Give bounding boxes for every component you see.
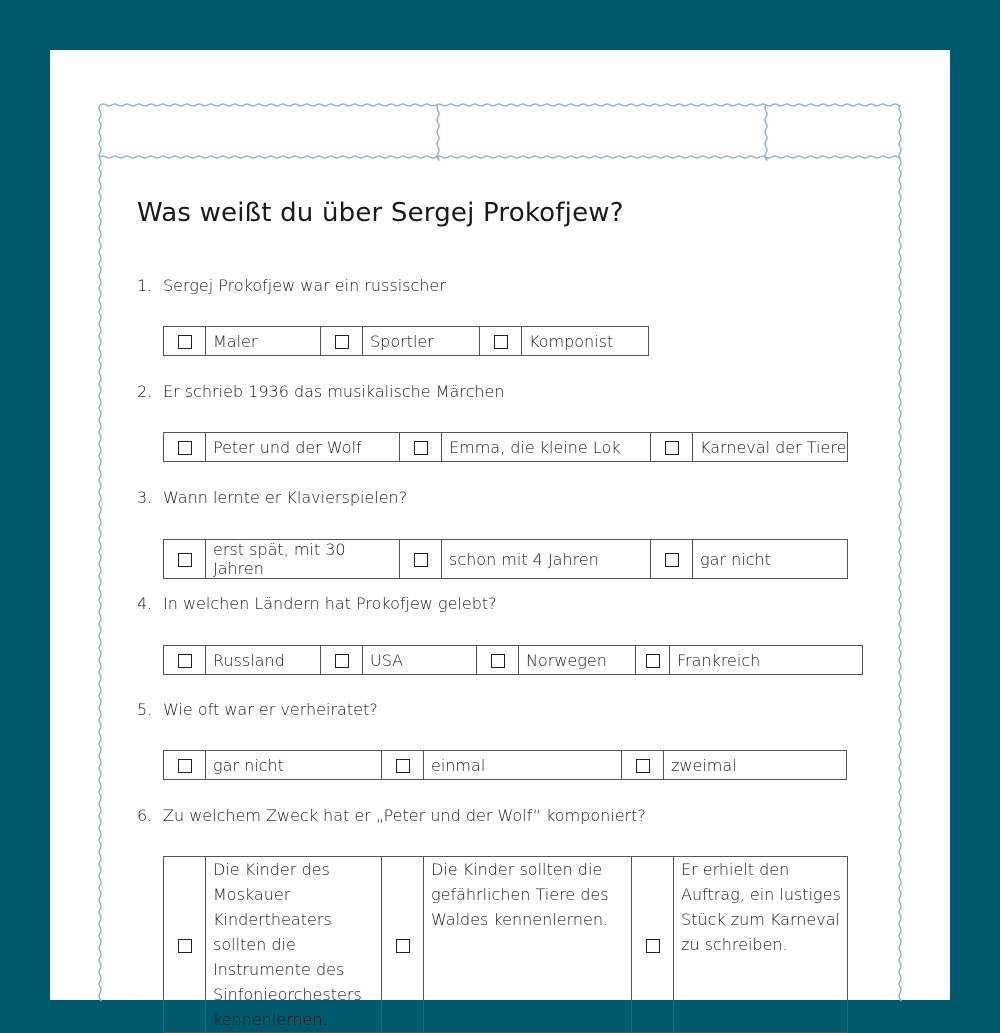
checkbox[interactable] <box>414 553 428 567</box>
checkbox[interactable] <box>665 553 679 567</box>
question-number: 4. <box>137 594 153 613</box>
checkbox[interactable] <box>646 939 660 953</box>
question-5 <box>137 700 378 719</box>
checkbox[interactable] <box>491 654 505 668</box>
option-label: Frankreich <box>670 646 863 675</box>
option-label: Russland <box>206 646 321 675</box>
question-text: Sergej Prokofjew war ein russischer <box>163 276 446 295</box>
option-label: Karneval der Tiere <box>693 433 848 462</box>
option-checkbox-cell[interactable] <box>477 646 519 675</box>
checkbox[interactable] <box>178 939 192 953</box>
question-number: 5. <box>137 700 153 719</box>
option-checkbox-cell[interactable] <box>321 327 363 356</box>
option-checkbox-cell[interactable] <box>622 751 664 780</box>
option-label: USA <box>363 646 477 675</box>
question-text: Zu welchem Zweck hat er „Peter und der Wolf“ komponiert? <box>163 806 646 825</box>
question-number: 3. <box>137 488 153 507</box>
checkbox[interactable] <box>335 654 349 668</box>
option-checkbox-cell[interactable] <box>164 433 206 462</box>
answer-options-2 <box>163 432 848 462</box>
question-text: Er schrieb 1936 das musikalische Märchen <box>163 382 505 401</box>
checkbox[interactable] <box>178 553 192 567</box>
checkbox[interactable] <box>396 939 410 953</box>
question-2 <box>137 382 505 401</box>
question-3 <box>137 488 407 507</box>
option-checkbox-cell[interactable] <box>382 751 424 780</box>
checkbox[interactable] <box>636 759 650 773</box>
option-checkbox-cell[interactable] <box>651 540 693 579</box>
question-number: 6. <box>137 806 153 825</box>
option-checkbox-cell[interactable] <box>632 857 674 1033</box>
option-label: einmal <box>424 751 622 780</box>
worksheet-title: Was weißt du über Sergej Prokofjew? <box>137 198 624 228</box>
option-checkbox-cell[interactable] <box>636 646 670 675</box>
question-6 <box>137 806 646 825</box>
option-checkbox-cell[interactable] <box>480 327 522 356</box>
answer-options-6 <box>163 856 848 1033</box>
checkbox[interactable] <box>178 335 192 349</box>
checkbox[interactable] <box>178 759 192 773</box>
answer-options-3 <box>163 539 848 579</box>
option-label: Komponist <box>522 327 649 356</box>
option-checkbox-cell[interactable] <box>651 433 693 462</box>
checkbox[interactable] <box>665 441 679 455</box>
question-text: In welchen Ländern hat Prokofjew gelebt? <box>163 594 497 613</box>
option-label: Sportler <box>363 327 480 356</box>
question-number: 1. <box>137 276 153 295</box>
option-checkbox-cell[interactable] <box>164 646 206 675</box>
answer-options-1 <box>163 326 649 356</box>
option-label: Die Kinder sollten die gefährlichen Tiere des Waldes kennenlernen. <box>424 857 632 1033</box>
checkbox[interactable] <box>414 441 428 455</box>
option-label: Peter und der Wolf <box>206 433 400 462</box>
checkbox[interactable] <box>335 335 349 349</box>
question-number: 2. <box>137 382 153 401</box>
option-label: Die Kinder des Moskauer Kindertheaters sollten die Instrumente des Sinfonieorchesters kennenlernen. <box>206 857 382 1033</box>
option-checkbox-cell[interactable] <box>164 327 206 356</box>
option-checkbox-cell[interactable] <box>164 751 206 780</box>
option-label: erst spät, mit 30 Jahren <box>206 540 400 579</box>
option-checkbox-cell[interactable] <box>382 857 424 1033</box>
answer-options-4 <box>163 645 863 675</box>
checkbox[interactable] <box>396 759 410 773</box>
option-checkbox-cell[interactable] <box>321 646 363 675</box>
option-label: gar nicht <box>206 751 382 780</box>
question-text: Wann lernte er Klavierspielen? <box>163 488 408 507</box>
option-label: gar nicht <box>693 540 848 579</box>
option-label: schon mit 4 Jahren <box>442 540 651 579</box>
checkbox[interactable] <box>178 654 192 668</box>
option-checkbox-cell[interactable] <box>164 540 206 579</box>
question-4 <box>137 594 497 613</box>
checkbox[interactable] <box>646 654 660 668</box>
answer-options-5 <box>163 750 847 780</box>
worksheet-page <box>50 50 950 1029</box>
option-checkbox-cell[interactable] <box>400 433 442 462</box>
question-1 <box>137 276 446 295</box>
checkbox[interactable] <box>178 441 192 455</box>
option-label: Norwegen <box>519 646 636 675</box>
checkbox[interactable] <box>494 335 508 349</box>
question-text: Wie oft war er verheiratet? <box>163 700 378 719</box>
option-label: Emma, die kleine Lok <box>442 433 651 462</box>
option-checkbox-cell[interactable] <box>164 857 206 1033</box>
option-label: Er erhielt den Auftrag, ein lustiges Stück zum Karneval zu schreiben. <box>674 857 848 1033</box>
option-label: zweimal <box>664 751 847 780</box>
option-label: Maler <box>206 327 321 356</box>
option-checkbox-cell[interactable] <box>400 540 442 579</box>
